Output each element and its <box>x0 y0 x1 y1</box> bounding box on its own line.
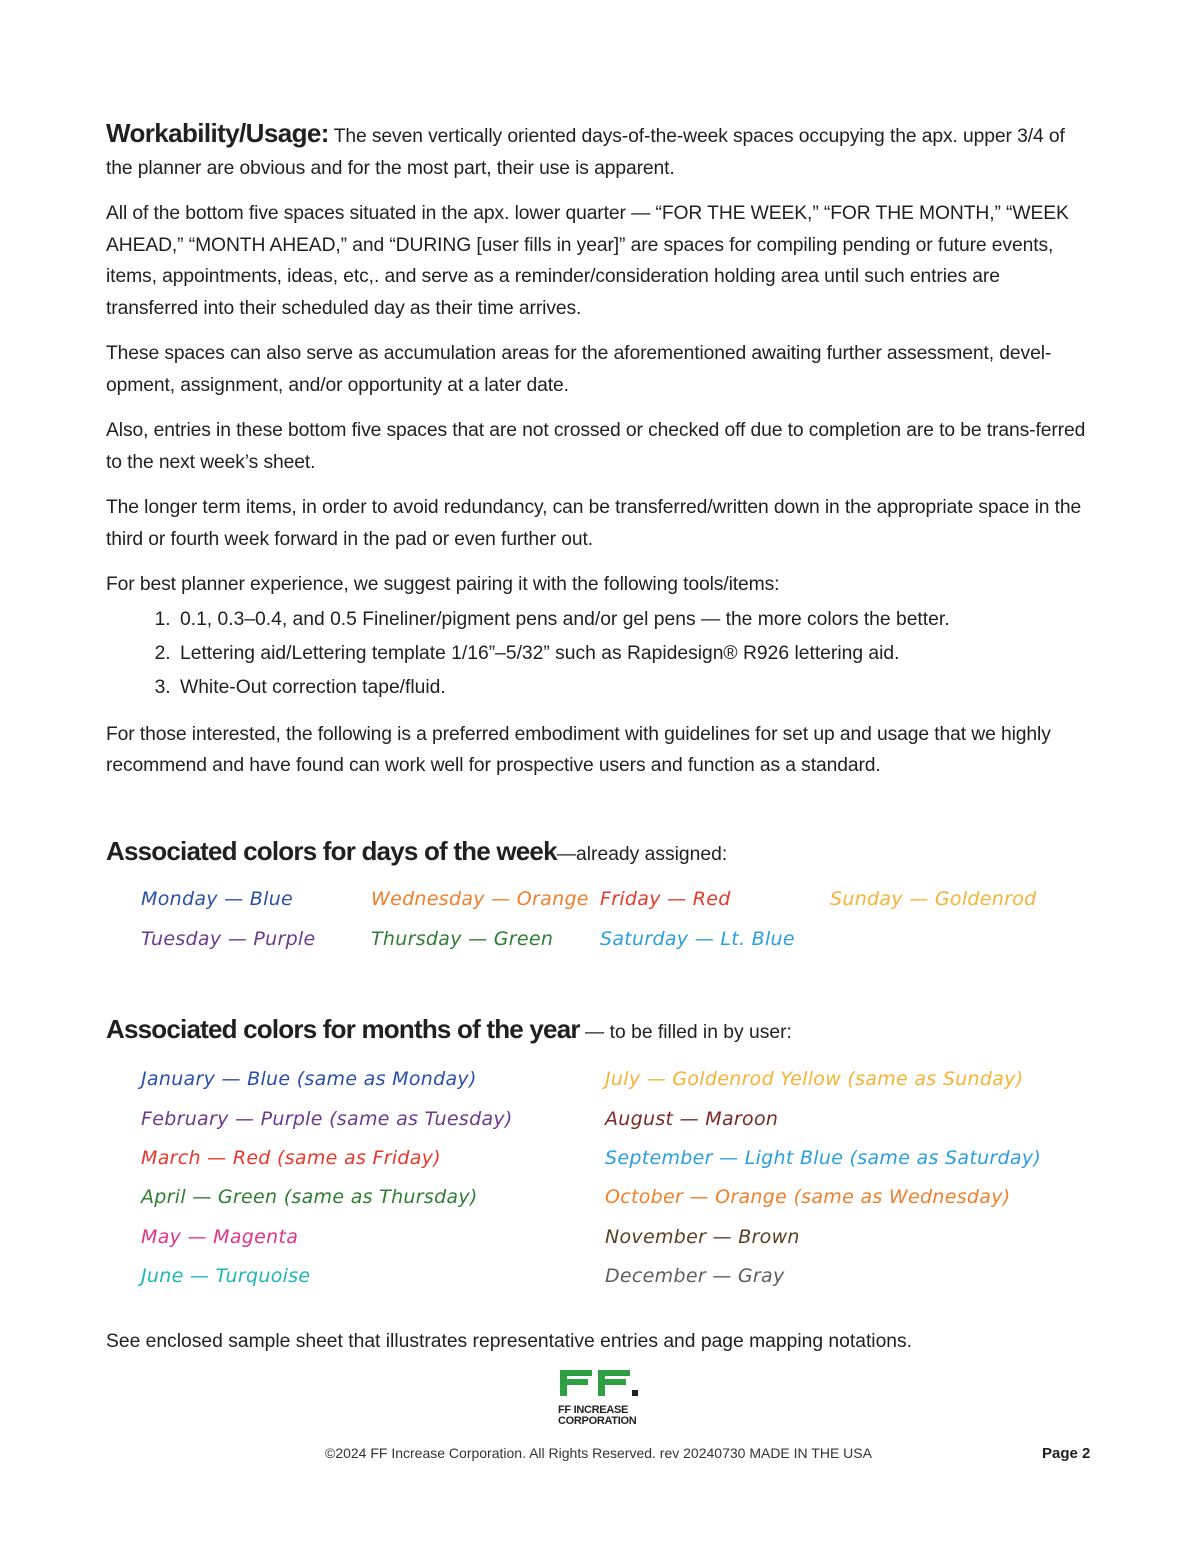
days-section-title <box>106 834 1096 872</box>
months-section-title <box>106 1012 1096 1050</box>
day-color-friday: Friday — Red <box>600 887 731 910</box>
workability-heading: Workability/Usage: <box>106 118 329 148</box>
ff-increase-logo <box>558 1366 642 1426</box>
months-heading: Associated colors for months of the year <box>106 1013 580 1044</box>
day-color-sunday: Sunday — Goldenrod <box>830 887 1037 910</box>
days-color-grid <box>106 884 1096 974</box>
logo-text-line1: FF INCREASE <box>558 1404 629 1416</box>
month-color-june: June — Turquoise <box>141 1264 311 1287</box>
day-color-monday: Monday — Blue <box>141 887 294 910</box>
paragraph-bottom-spaces: All of the bottom five spaces situated in the apx. lower quarter — “FOR THE WEEK,” “FOR THE MONTH,” “WEEK AHEAD,” “MONTH AHEAD,” and “DURING [user fills in year]” are spaces for compiling pending or future events, items, appointments, ideas, etc,. and serve as a reminder/consideration holding area until such entries are transferred into their scheduled day as their time arrives. <box>106 203 1069 319</box>
month-color-july: July — Goldenrod Yellow (same as Sunday) <box>605 1067 1024 1090</box>
paragraph-best-experience: For best planner experience, we suggest pairing it with the following tools/items: <box>106 574 780 595</box>
page-number: Page 2 <box>1042 1445 1091 1462</box>
day-color-saturday: Saturday — Lt. Blue <box>600 927 795 950</box>
tools-list-item: 2. Lettering aid/Lettering template 1/16”–5/32” such as Rapidesign® R926 lettering aid. <box>176 637 1096 671</box>
paragraph-transfer: Also, entries in these bottom five spaces that are not crossed or checked off due to completion are to be trans-ferred to the next week’s sheet. <box>106 420 1086 473</box>
months-subheading: — to be filled in by user: <box>579 1021 792 1043</box>
copyright-text: ©2024 FF Increase Corporation. All Rights Reserved. rev 20240730 MADE IN THE USA <box>325 1445 872 1461</box>
month-color-march: March — Red (same as Friday) <box>141 1146 441 1169</box>
days-heading: Associated colors for days of the week <box>106 835 557 866</box>
ff-logo-mark-icon <box>558 1366 642 1398</box>
day-color-tuesday: Tuesday — Purple <box>141 927 316 950</box>
paragraph-longer-term: The longer term items, in order to avoid redundancy, can be transferred/written down in the appropriate space in the third or fourth week forward in the pad or even further out. <box>106 497 1082 550</box>
month-color-november: November — Brown <box>605 1225 800 1248</box>
paragraph-accumulation: These spaces can also serve as accumulation areas for the aforementioned awaiting further assessment, devel-opment, assignment, and/or opportunity at a later date. <box>106 343 1052 396</box>
month-color-february: February — Purple (same as Tuesday) <box>141 1107 513 1130</box>
month-color-october: October — Orange (same as Wednesday) <box>605 1185 1011 1208</box>
months-color-grid <box>106 1062 1096 1302</box>
paragraph-embodiment: For those interested, the following is a preferred embodiment with guidelines for set up and usage that we highly recommend and have found can work well for prospective users and function as a standard. <box>106 723 1051 776</box>
days-subheading: —already assigned: <box>556 843 728 865</box>
tools-list-item: 3. White-Out correction tape/fluid. <box>176 671 1096 705</box>
main-content <box>106 118 1096 1357</box>
day-color-wednesday: Wednesday — Orange <box>371 887 589 910</box>
logo-text-line2: CORPORATION <box>558 1415 637 1427</box>
tools-list <box>106 603 1096 705</box>
month-color-january: January — Blue (same as Monday) <box>141 1067 477 1090</box>
day-color-thursday: Thursday — Green <box>371 927 554 950</box>
month-color-december: December — Gray <box>605 1264 785 1287</box>
month-color-may: May — Magenta <box>141 1225 299 1248</box>
sample-sheet-note: See enclosed sample sheet that illustrates representative entries and page mapping notations. <box>106 1330 913 1352</box>
workability-intro: The seven vertically oriented days-of-the-week spaces occupying the apx. upper 3/4 of the planner are obvious and for the most part, their use is apparent. <box>106 126 1065 179</box>
tools-list-item: 1. 0.1, 0.3–0.4, and 0.5 Fineliner/pigment pens and/or gel pens — the more colors the better. <box>176 603 1096 637</box>
workability-paragraph <box>106 118 1096 184</box>
month-color-september: September — Light Blue (same as Saturday) <box>605 1146 1042 1169</box>
month-color-august: August — Maroon <box>605 1107 779 1130</box>
month-color-april: April — Green (same as Thursday) <box>141 1185 478 1208</box>
